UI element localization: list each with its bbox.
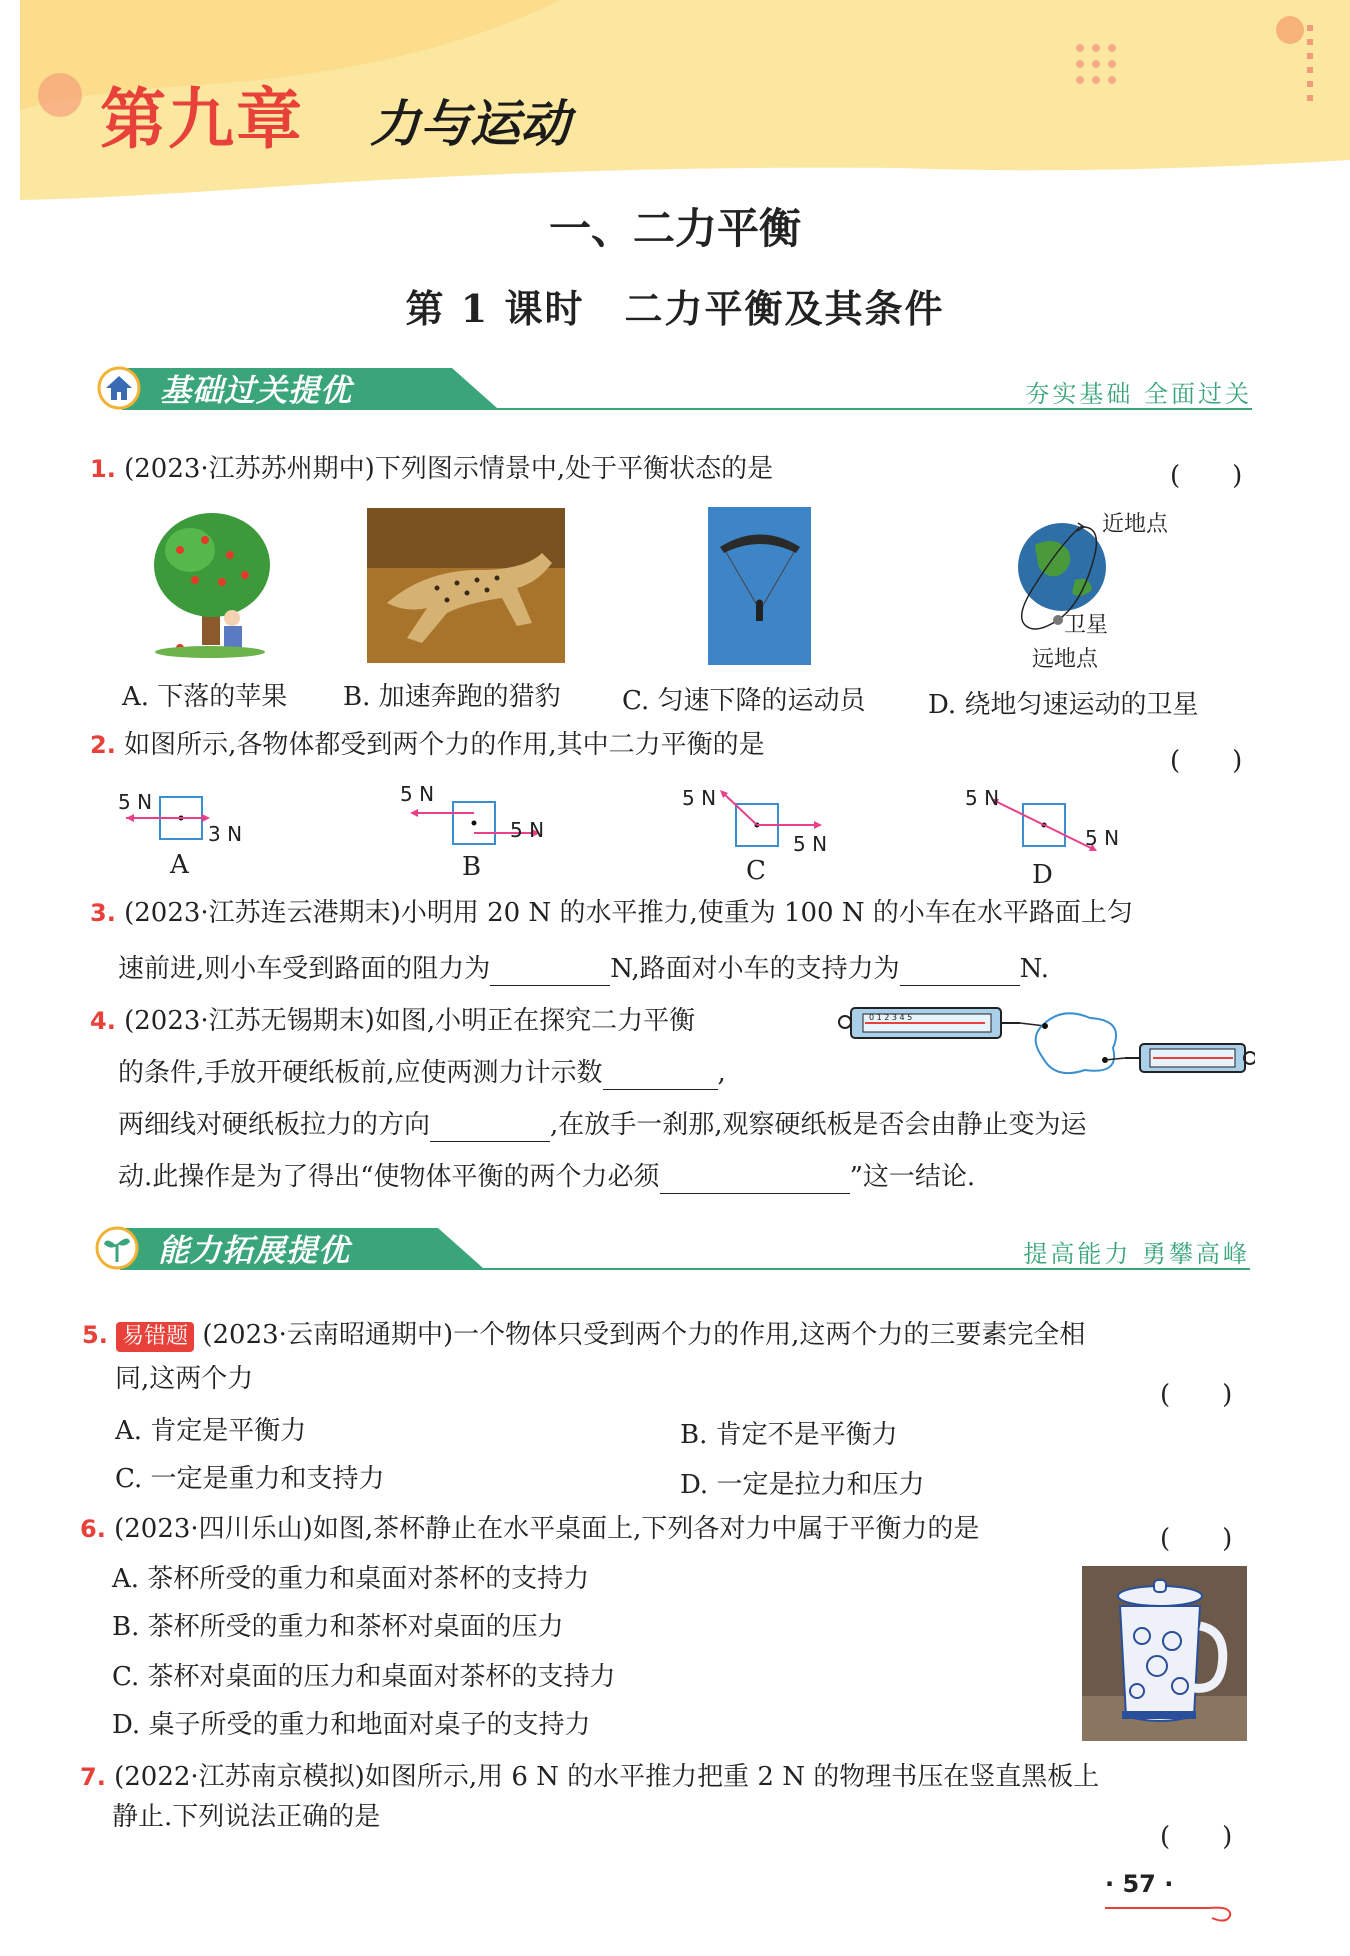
fig-d-force-1: 5 N: [965, 786, 1000, 810]
fig-c-letter: C: [746, 856, 766, 886]
q2-answer-paren: ( ): [1170, 746, 1243, 776]
fig-d-force-2: 5 N: [1085, 826, 1120, 850]
q3-blank-1[interactable]: [490, 959, 610, 986]
q6-text: (2023·四川乐山)如图,茶杯静止在水平桌面上,下列各对力中属于平衡力的是: [114, 1514, 980, 1544]
q4-text-1: (2023·江苏无锡期末)如图,小明正在探究二力平衡: [124, 1006, 696, 1036]
lesson-title: 第 1 课时 二力平衡及其条件: [405, 286, 945, 331]
q6-answer-paren: ( ): [1160, 1524, 1233, 1554]
q4-blank-1[interactable]: [603, 1063, 718, 1090]
q4-text-3b: ,在放手一刹那,观察硬纸板是否会由静止变为运: [550, 1110, 1087, 1140]
q4-number: 4.: [90, 1007, 116, 1035]
q3-line-2: [118, 952, 1049, 986]
spring-scale-setup: [835, 1000, 1255, 1100]
q5-option-d: D. 一定是拉力和压力: [680, 1470, 925, 1500]
q2-stem: [90, 728, 765, 762]
q4-text-4b: ”这一结论.: [849, 1162, 976, 1192]
q7-text-1: (2022·江苏南京模拟)如图所示,用 6 N 的水平推力把重 2 N 的物理书压在竖直黑板上: [114, 1762, 1100, 1792]
svg-text:0 1 2 3 4 5: 0 1 2 3 4 5: [869, 1013, 913, 1022]
q4-text-2b: ,: [717, 1058, 726, 1088]
apple-tree-image: [150, 510, 275, 660]
fig-b-force-2: 5 N: [510, 818, 545, 842]
q1-number: 1.: [90, 455, 116, 483]
q4-blank-3[interactable]: [660, 1167, 850, 1194]
q5-line-1: [82, 1318, 1085, 1352]
band-advanced-slogan: 提高能力 勇攀高峰: [1023, 1240, 1250, 1268]
q6-option-c: C. 茶杯对桌面的压力和桌面对茶杯的支持力: [112, 1662, 616, 1692]
cheetah-photo: [367, 508, 565, 663]
q7-answer-paren: ( ): [1160, 1822, 1233, 1852]
q4-line-1: [90, 1004, 695, 1038]
teacup-photo: [1082, 1566, 1247, 1741]
q5-option-c: C. 一定是重力和支持力: [115, 1464, 385, 1494]
chapter-name: 力与运动: [370, 95, 570, 153]
fig-b-force-1: 5 N: [400, 782, 435, 806]
q5-text-2: 同,这两个力: [115, 1364, 254, 1394]
q1-stem: [90, 452, 773, 486]
satellite-label: 卫星: [1064, 613, 1109, 638]
band-advanced-label: 能力拓展提优: [158, 1233, 350, 1269]
q5-answer-paren: ( ): [1160, 1380, 1233, 1410]
q3-blank-2[interactable]: [900, 959, 1020, 986]
section-band-advanced: [90, 1222, 1250, 1272]
q2-number: 2.: [90, 731, 116, 759]
q2-text: 如图所示,各物体都受到两个力的作用,其中二力平衡的是: [124, 730, 765, 760]
fig-a-force-2: 3 N: [208, 822, 243, 846]
q5-number: 5.: [82, 1321, 108, 1349]
q1-option-d: D. 绕地匀速运动的卫星: [928, 690, 1199, 720]
q4-blank-2[interactable]: [430, 1115, 550, 1142]
q7-text-2: 静止.下列说法正确的是: [112, 1802, 381, 1832]
q1-option-b: B. 加速奔跑的猎豹: [343, 682, 561, 712]
q3-text-1: (2023·江苏连云港期末)小明用 20 N 的水平推力,使重为 100 N 的小车在水平路面上匀: [124, 898, 1133, 928]
fig-c-force-2: 5 N: [793, 832, 828, 856]
q4-text-3a: 两细线对硬纸板拉力的方向: [118, 1110, 431, 1140]
fig-b-letter: B: [462, 852, 482, 882]
perigee-label: 近地点: [1102, 512, 1169, 537]
parachutist-photo: [708, 507, 811, 665]
chapter-number: 第九章: [100, 81, 304, 158]
fig-a-letter: A: [170, 850, 189, 880]
q3-text-2b: N,路面对小车的支持力为: [610, 954, 900, 984]
q5-text-1: (2023·云南昭通期中)一个物体只受到两个力的作用,这两个力的三要素完全相: [202, 1320, 1086, 1350]
school-icon: [96, 364, 142, 410]
q3-text-2c: N.: [1019, 954, 1049, 984]
q3-text-2a: 速前进,则小车受到路面的阻力为: [118, 954, 491, 984]
fig-a-force-1: 5 N: [118, 790, 153, 814]
band-basic-slogan: 夯实基础 全面过关: [1025, 380, 1252, 408]
apogee-label: 远地点: [1032, 647, 1099, 672]
page-number: · 57 ·: [1105, 1870, 1174, 1898]
q6-option-d: D. 桌子所受的重力和地面对桌子的支持力: [112, 1710, 591, 1740]
fig-c-force-1: 5 N: [682, 786, 717, 810]
sprout-icon: [94, 1224, 140, 1270]
section-band-basic: [92, 362, 1252, 412]
q3-line-1: [90, 896, 1133, 930]
fig-d-letter: D: [1032, 860, 1053, 890]
q5-option-b: B. 肯定不是平衡力: [680, 1420, 898, 1450]
section-title: 一、二力平衡: [548, 204, 801, 253]
q4-text-2a: 的条件,手放开硬纸板前,应使两测力计示数: [118, 1058, 603, 1088]
q1-option-c: C. 匀速下降的运动员: [622, 686, 866, 716]
q1-answer-paren: ( ): [1170, 461, 1243, 491]
q4-line-3: [118, 1108, 1087, 1142]
q6-number: 6.: [80, 1515, 106, 1543]
q4-line-2: [118, 1056, 726, 1090]
q7-line-1: [80, 1760, 1099, 1794]
q5-option-a: A. 肯定是平衡力: [115, 1416, 307, 1446]
q1-option-a: A. 下落的苹果: [122, 682, 288, 712]
band-basic-label: 基础过关提优: [160, 373, 352, 409]
q4-line-4: [118, 1160, 975, 1194]
page-number-underline: [1100, 1896, 1240, 1926]
q6-stem: [80, 1512, 979, 1546]
q3-number: 3.: [90, 899, 116, 927]
q7-number: 7.: [80, 1763, 106, 1791]
q6-option-a: A. 茶杯所受的重力和桌面对茶杯的支持力: [112, 1564, 590, 1594]
q4-text-4a: 动.此操作是为了得出“使物体平衡的两个力必须: [118, 1162, 660, 1192]
error-prone-tag: 易错题: [116, 1322, 194, 1352]
q6-option-b: B. 茶杯所受的重力和茶杯对桌面的压力: [112, 1612, 564, 1642]
q1-text: (2023·江苏苏州期中)下列图示情景中,处于平衡状态的是: [124, 454, 774, 484]
